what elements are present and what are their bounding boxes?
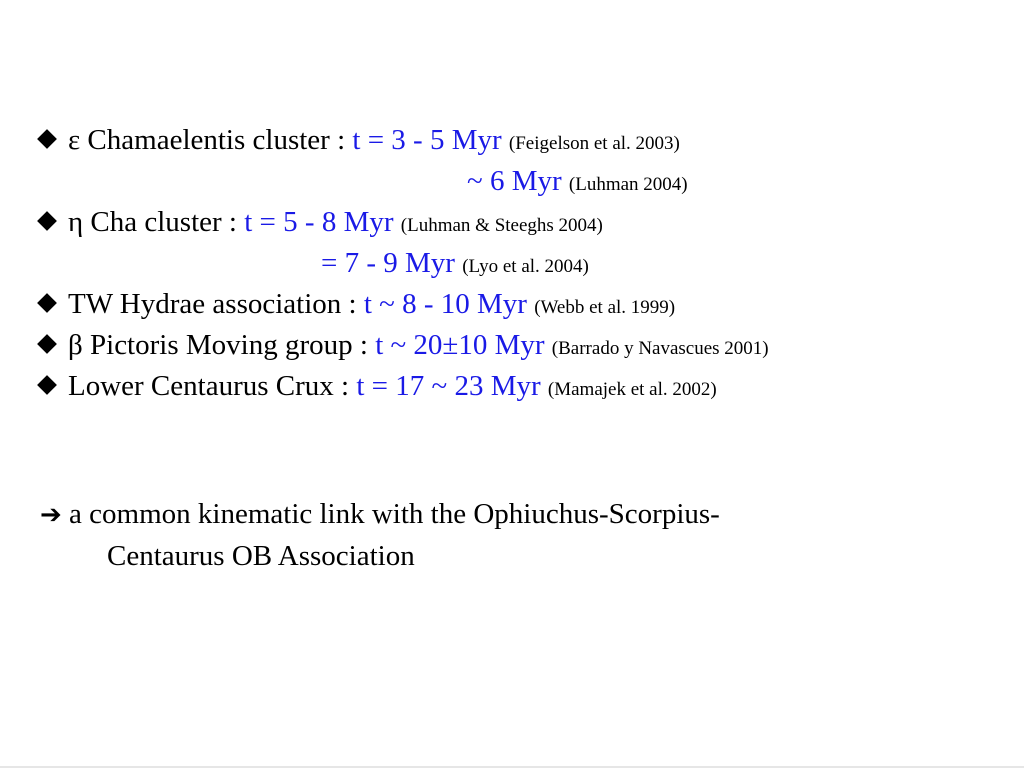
cluster-name: η Cha cluster :: [68, 206, 245, 238]
conclusion-text: Centaurus OB Association: [107, 540, 415, 572]
age-value: ~ 6 Myr: [467, 165, 562, 197]
conclusion-line-2: [107, 539, 415, 573]
diamond-bullet-icon: [37, 293, 57, 313]
cluster-name: TW Hydrae association :: [68, 288, 364, 320]
right-arrow-icon: ➔: [40, 500, 62, 530]
reference: (Barrado y Navascues 2001): [551, 338, 769, 359]
age-value: t ~ 20±10 Myr: [375, 329, 545, 361]
age-value: = 7 - 9 Myr: [321, 247, 455, 279]
reference: (Mamajek et al. 2002): [547, 379, 717, 400]
reference: (Luhman & Steeghs 2004): [400, 215, 603, 236]
diamond-bullet-icon: [37, 334, 57, 354]
bullet-eta-cha: [36, 205, 603, 239]
diamond-bullet-icon: [37, 211, 57, 231]
diamond-bullet-icon: [37, 375, 57, 395]
cluster-name: ε Chamaelentis cluster :: [68, 124, 353, 156]
cluster-name: Lower Centaurus Crux :: [68, 370, 357, 402]
age-value: t = 3 - 5 Myr: [352, 124, 502, 156]
age-value: t = 17 ~ 23 Myr: [356, 370, 541, 402]
age-value: t = 5 - 8 Myr: [244, 206, 394, 238]
bullet-tw-hydrae: [36, 287, 675, 321]
conclusion-text: a common kinematic link with the Ophiuchus-Scorpius-: [69, 498, 720, 530]
age-value: t ~ 8 - 10 Myr: [363, 288, 527, 320]
diamond-bullet-icon: [37, 129, 57, 149]
bullet-beta-pic: [36, 328, 769, 362]
conclusion-line-1: [40, 497, 720, 531]
cluster-name: β Pictoris Moving group :: [68, 329, 376, 361]
bullet-lower-centaurus-crux: [36, 369, 717, 403]
reference: (Webb et al. 1999): [534, 297, 676, 318]
bullet-epsilon-cha-alt: [467, 164, 688, 198]
bullet-eta-cha-alt: [321, 246, 589, 280]
reference: (Feigelson et al. 2003): [508, 133, 680, 154]
reference: (Lyo et al. 2004): [462, 256, 589, 277]
reference: (Luhman 2004): [568, 174, 688, 195]
bullet-epsilon-cha: [36, 123, 680, 157]
